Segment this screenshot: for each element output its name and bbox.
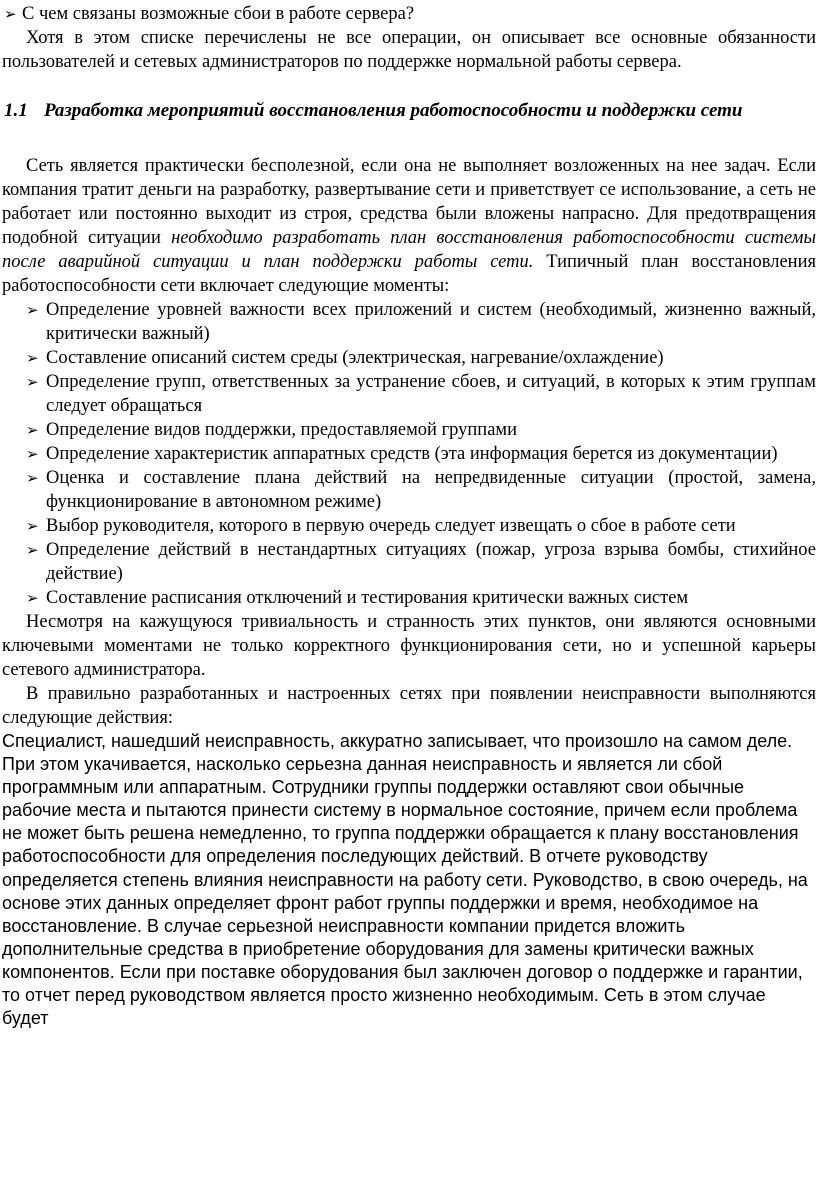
list-item: ➢ Составление описаний систем среды (электрическая, нагревание/охлаждение) [26,348,664,368]
intro-paragraph: Хотя в этом списке перечислены не все операции, он описывает все основные обязанности пользователей и сетевых администраторов по поддержке нормальной работы сервера. [2,28,816,72]
arrow-bullet-icon: ➢ [26,589,39,607]
arrow-bullet-icon: ➢ [26,421,39,439]
paragraph-actions-intro: В правильно разработанных и настроенных сетях при появлении неисправности выполняются следующие действия: [2,684,816,728]
section-number: 1.1 [4,100,28,121]
paragraph-triviality: Несмотря на кажущуюся тривиальность и странность этих пунктов, они являются основными ключевыми моментами не только корректного функционирования сети, но и успешной карьеры сетевого администратора. [2,612,816,680]
paragraph-text-a: Сеть является практически бесполезной, если она не выполняет возложенных на нее задач. Если компания тратит деньги на разработку, развертывание сети и приветствует се использование, а сеть не работает или постоянно выходит из строя, средства были вложены напрасно. Для предотвращения подобной ситуации [2,156,816,248]
arrow-bullet-icon: ➢ [26,301,39,319]
list-item: ➢ Определение действий в нестандартных ситуациях (пожар, угроза взрыва бомбы, стихийное действие) [26,540,816,584]
list-item: ➢ Определение характеристик аппаратных средств (эта информация берется из документации) [26,444,778,464]
arrow-bullet-icon: ➢ [26,541,39,559]
list-item: ➢ Выбор руководителя, которого в первую очередь следует извещать о сбое в работе сети [26,516,736,536]
list-item: ➢ Оценка и составление плана действий на непредвиденные ситуации (простой, замена, функционирование в автономном режиме) [26,468,816,512]
recovery-plan-list [2,298,816,610]
paragraph-specialist: Специалист, нашедший неисправность, аккуратно записывает, что произошло на самом деле. При этом укачивается, насколько серьезна данная неисправность и является ли сбой программным или аппаратным. Сотрудники группы поддержки оставляют свои обычные рабочие места и пытаются принести систему в нормальное состояние, причем если проблема не может быть решена немедленно, то группа поддержки обращается к плану восстановления работоспособности для определения последующих действий. В отчете руководству определяется степень влияния неисправности на работу сети. Руководство, в свою очередь, на основе этих данных определяет фронт работ группы поддержки и время, необходимое на восстановление. В случае серьезной неисправности компании придется вложить дополнительные средства в приобретение оборудования для замены критически важных компонентов. Если при поставке оборудования был заключен договор о поддержке и гарантии, то отчет перед руководством является просто жизненно необходимым. Сеть в этом случае будет [2,731,808,1029]
question-text: С чем связаны возможные сбои в работе сервера? [22,4,415,24]
question-bullet [2,2,816,26]
arrow-bullet-icon: ➢ [4,5,17,23]
arrow-bullet-icon: ➢ [26,517,39,535]
paragraph-text-italic: необходимо разработать план восстановления работоспособности системы после аварийной ситуации и план поддержки работы сети. [2,228,816,272]
document-page [0,2,816,1177]
paragraph-text-b: Типичный план восстановления работоспособности сети включает следующие моменты: [2,252,816,296]
list-item: ➢ Составление расписания отключений и тестирования критически важных систем [26,588,689,608]
list-item: ➢ Определение групп, ответственных за устранение сбоев, и ситуаций, в которых к этим группам следует обращаться [26,372,816,416]
section-title: Разработка мероприятий восстановления работоспособности и поддержки сети [44,100,743,121]
list-item: ➢ Определение видов поддержки, предоставляемой группами [26,420,518,440]
list-item: ➢ Определение уровней важности всех приложений и систем (необходимый, жизненно важный, критически важный) [26,300,816,344]
paragraph-network-usefulness [2,154,816,298]
arrow-bullet-icon: ➢ [26,445,39,463]
arrow-bullet-icon: ➢ [26,469,39,487]
arrow-bullet-icon: ➢ [26,349,39,367]
section-heading [2,98,816,124]
arrow-bullet-icon: ➢ [26,373,39,391]
